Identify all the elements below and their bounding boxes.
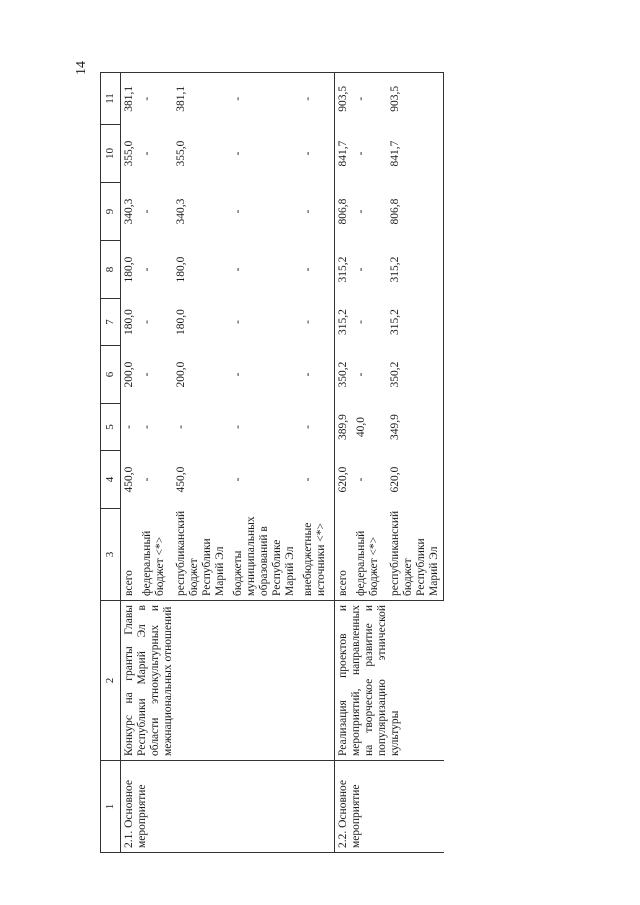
value-cell: 340,3: [120, 183, 139, 241]
value-cell: -: [231, 267, 244, 272]
funding-source: бюджеты муниципальных образований в Республике Марий Эл: [230, 509, 300, 601]
table-row: [120, 73, 139, 853]
value-cell: -: [354, 372, 367, 377]
value-cell: -: [120, 404, 139, 451]
value-cell: -: [140, 151, 153, 156]
page-number: 14: [74, 61, 89, 75]
value-cell: 389,9: [334, 404, 353, 451]
col-header: 9: [101, 183, 121, 241]
value-cell: -: [231, 477, 244, 482]
value-cell: 180,0: [120, 299, 139, 346]
funding-table: [100, 72, 444, 853]
value-cell: -: [231, 209, 244, 214]
value-cell: -: [140, 320, 153, 324]
funding-source: республиканский бюджет Республики Марий Эл: [387, 509, 444, 601]
value-cell: -: [354, 209, 367, 214]
value-cell: 349,9: [387, 404, 444, 451]
value-cell: -: [140, 425, 153, 429]
value-cell: -: [354, 267, 367, 272]
value-cell: -: [301, 151, 314, 156]
value-cell: 350,2: [387, 346, 444, 404]
value-cell: -: [231, 425, 244, 429]
col-header: 7: [101, 299, 121, 346]
value-cell: 903,5: [387, 73, 444, 125]
value-cell: -: [140, 477, 153, 482]
measure-code: 2.1. Основное мероприятие: [120, 761, 334, 853]
value-cell: 315,2: [334, 241, 353, 299]
col-header: 1: [101, 761, 121, 853]
value-cell: 180,0: [174, 256, 187, 283]
measure-title: Реализация проектов и мероприятий, направленных на творческое развитие и популяризацию этнической культуры: [334, 601, 444, 761]
value-cell: -: [301, 372, 314, 377]
value-cell: 450,0: [174, 466, 187, 493]
value-cell: 355,0: [174, 140, 187, 167]
col-header: 8: [101, 241, 121, 299]
funding-source: федеральный бюджет <*>: [353, 509, 387, 601]
value-cell: 620,0: [334, 451, 353, 509]
value-cell: -: [301, 209, 314, 214]
value-cell: 381,1: [173, 73, 230, 125]
value-cell: 350,2: [334, 346, 353, 404]
value-cell: -: [140, 267, 153, 272]
value-cell: -: [140, 372, 153, 377]
value-cell: -: [231, 372, 244, 377]
value-cell: -: [231, 151, 244, 156]
value-cell: 806,8: [387, 183, 444, 241]
funding-source: внебюджетные источники <*>: [300, 509, 335, 601]
col-header: 4: [101, 451, 121, 509]
header-row: [101, 73, 121, 853]
value-cell: 40,0: [354, 416, 367, 438]
value-cell: -: [354, 320, 367, 324]
col-header: 6: [101, 346, 121, 404]
value-cell: -: [174, 425, 187, 429]
value-cell: 381,1: [120, 73, 139, 125]
value-cell: 180,0: [120, 241, 139, 299]
col-header: 2: [101, 601, 121, 761]
col-header: 3: [101, 509, 121, 601]
value-cell: 315,2: [387, 241, 444, 299]
value-cell: 340,3: [174, 198, 187, 225]
funding-source: республиканский бюджет Республики Марий Эл: [173, 509, 230, 601]
rotated-page: [100, 73, 518, 853]
table-row: [334, 73, 353, 853]
value-cell: -: [140, 209, 153, 214]
value-cell: 315,2: [334, 299, 353, 346]
funding-source: всего: [334, 509, 353, 601]
measure-code: 2.2. Основное мероприятие: [334, 761, 444, 853]
value-cell: 620,0: [387, 451, 444, 509]
table-body: [120, 73, 444, 853]
value-cell: 200,0: [174, 361, 187, 388]
col-header: 10: [101, 125, 121, 183]
value-cell: -: [139, 73, 173, 125]
value-cell: -: [354, 477, 367, 482]
value-cell: -: [354, 151, 367, 156]
value-cell: 200,0: [120, 346, 139, 404]
value-cell: 450,0: [120, 451, 139, 509]
value-cell: 806,8: [334, 183, 353, 241]
col-header: 11: [101, 73, 121, 125]
value-cell: -: [301, 320, 314, 324]
value-cell: 315,2: [387, 299, 444, 346]
measure-title: Конкурс на гранты Главы Республики Марий Эл в области этнокультурных и межнациональных отношений: [120, 601, 334, 761]
value-cell: -: [300, 73, 335, 125]
value-cell: -: [301, 477, 314, 482]
funding-source: федеральный бюджет <*>: [139, 509, 173, 601]
col-header: 5: [101, 404, 121, 451]
value-cell: 841,7: [387, 125, 444, 183]
value-cell: 903,5: [334, 73, 353, 125]
value-cell: 841,7: [334, 125, 353, 183]
value-cell: -: [301, 425, 314, 429]
value-cell: -: [301, 267, 314, 272]
value-cell: -: [231, 320, 244, 324]
funding-source: всего: [120, 509, 139, 601]
value-cell: 180,0: [174, 309, 187, 335]
value-cell: 355,0: [120, 125, 139, 183]
value-cell: -: [353, 73, 387, 125]
value-cell: -: [230, 73, 300, 125]
